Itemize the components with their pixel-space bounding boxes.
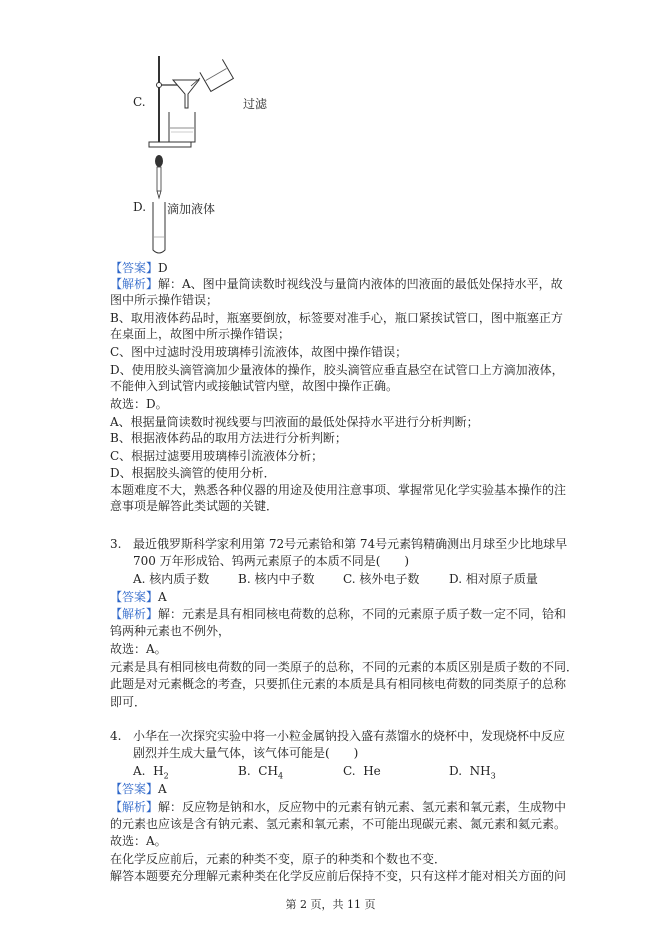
option-letter: A. — [133, 764, 146, 778]
option-formula: NH — [469, 764, 491, 778]
q3-stem-line: 700 万年形成铪、钨两元素原子的本质不同是( ) — [133, 554, 410, 568]
q3-stem-line: 最近俄罗斯科学家利用第 72号元素铪和第 74号元素钨精确测出月球至少比地球早 — [133, 537, 568, 551]
analysis-text: 解：反应物是钠和水，反应物中的元素有钠元素、氢元素和氧元素，生成物中 — [158, 800, 567, 814]
q4-analysis-line: 在化学反应前后，元素的种类不变，原子的种类和个数也不变． — [110, 852, 447, 866]
q4-number: 4. — [110, 729, 122, 743]
q2-analysis-line: 图中所示操作错误； — [110, 293, 219, 307]
q2-analysis-line: 不能伸入到试管内或接触试管内壁，故图中操作正确。 — [110, 379, 399, 393]
option-formula: CH — [258, 764, 278, 778]
q2-analysis-line: C、图中过滤时没用玻璃棒引流液体，故图中操作错误； — [110, 345, 408, 359]
q2-analysis-line — [110, 277, 563, 292]
answer-value: D — [158, 261, 168, 275]
q4-option-b — [238, 764, 283, 783]
q4-option-c — [343, 764, 381, 779]
q4-option-d — [449, 764, 496, 783]
option-formula: H — [153, 764, 164, 778]
q3-option-c: C. 核外电子数 — [343, 572, 420, 586]
q4-analysis-line: 故选：A。 — [110, 834, 167, 848]
option-subscript: 2 — [163, 771, 169, 781]
option-d-letter: D. — [133, 200, 147, 214]
q2-analysis-line: 在桌面上，故图中所示操作错误； — [110, 327, 291, 341]
analysis-tag: 【解析】 — [110, 800, 159, 814]
q3-analysis-line: 元素是具有相同核电荷数的同一类原子的总称，不同的元素的本质区别是质子数的不同． — [110, 660, 579, 674]
q2-analysis-line: 意事项是解答此类试题的关键． — [110, 499, 279, 513]
option-subscript: 4 — [277, 771, 284, 781]
option-letter: B. — [238, 764, 251, 778]
q2-answer — [110, 261, 168, 276]
q4-stem-line: 剧烈并生成大量气体，该气体可能是( ) — [133, 746, 359, 760]
q3-option-a: A. 核内质子数 — [133, 572, 210, 586]
analysis-text: 解：元素是具有相同核电荷数的总称，不同的元素原子质子数一定不同，铪和 — [158, 607, 567, 621]
q4-stem-line: 小华在一次探究实验中将一小粒金属钠投入盛有蒸馏水的烧杯中，发现烧杯中反应 — [133, 729, 566, 743]
q4-analysis-line: 解答本题要充分理解元素种类在化学反应前后保持不变，只有这样才能对相关方面的问 — [110, 869, 567, 883]
q3-analysis-line: 钨两种元素也不例外， — [110, 624, 231, 638]
q3-analysis-line — [110, 607, 566, 622]
q2-analysis-line: A、根据量筒读数时视线要与凹液面的最低处保持水平进行分析判断； — [110, 415, 479, 429]
q2-analysis-line: D、使用胶头滴管滴加少量液体的操作，胶头滴管应垂直悬空在试管口上方滴加液体， — [110, 363, 564, 377]
page-number: 第 2 页，共 11 页 — [285, 898, 376, 911]
option-letter: D. — [449, 764, 463, 778]
q3-number: 3. — [110, 537, 122, 551]
answer-tag: 【答案】 — [110, 782, 159, 796]
option-d-label: 滴加液体 — [167, 202, 216, 216]
q2-analysis-line: C、根据过滤要用玻璃棒引流液体分析； — [110, 449, 324, 463]
q2-analysis-line: B、取用液体药品时，瓶塞要倒放，标签要对准手心，瓶口紧挨试管口，图中瓶塞正方 — [110, 311, 563, 325]
analysis-tag: 【解析】 — [110, 277, 159, 291]
q3-option-d: D. 相对原子质量 — [449, 572, 538, 586]
q3-answer — [110, 590, 167, 605]
option-formula: He — [363, 764, 381, 778]
option-c-letter: C. — [133, 95, 146, 109]
q2-analysis-line: 故选：D。 — [110, 397, 168, 411]
q4-analysis-line — [110, 800, 566, 815]
filtration-apparatus-illustration — [145, 52, 240, 152]
analysis-tag: 【解析】 — [110, 607, 159, 621]
answer-tag: 【答案】 — [110, 590, 159, 604]
option-c-label: 过滤 — [243, 97, 268, 111]
option-subscript: 3 — [490, 771, 496, 781]
q4-option-a — [133, 764, 169, 783]
answer-value: A — [158, 590, 167, 604]
q3-analysis-line: 即可． — [110, 695, 147, 709]
q2-analysis-line: 本题难度不大，熟悉各种仪器的用途及使用注意事项、掌握常见化学实验基本操作的注 — [110, 483, 567, 497]
q3-analysis-line: 故选：A。 — [110, 642, 167, 656]
q2-analysis-line: B、根据液体药品的取用方法进行分析判断； — [110, 431, 347, 445]
q2-analysis-line: D、根据胶头滴管的使用分析． — [110, 466, 276, 480]
answer-tag: 【答案】 — [110, 261, 159, 275]
q4-answer — [110, 782, 167, 797]
analysis-text: 解：A、图中量筒读数时视线没与量筒内液体的凹液面的最低处保持水平，故 — [158, 277, 563, 291]
q4-analysis-line: 的元素也应该是含有钠元素、氢元素和氧元素，不可能出现碳元素、氮元素和氦元素。 — [110, 817, 567, 831]
q3-analysis-line: 此题是对元素概念的考查，只要抓住元素的本质是具有相同核电荷数的同类原子的总称 — [110, 677, 567, 691]
answer-value: A — [158, 782, 167, 796]
option-letter: C. — [343, 764, 356, 778]
q3-option-b: B. 核内中子数 — [238, 572, 315, 586]
